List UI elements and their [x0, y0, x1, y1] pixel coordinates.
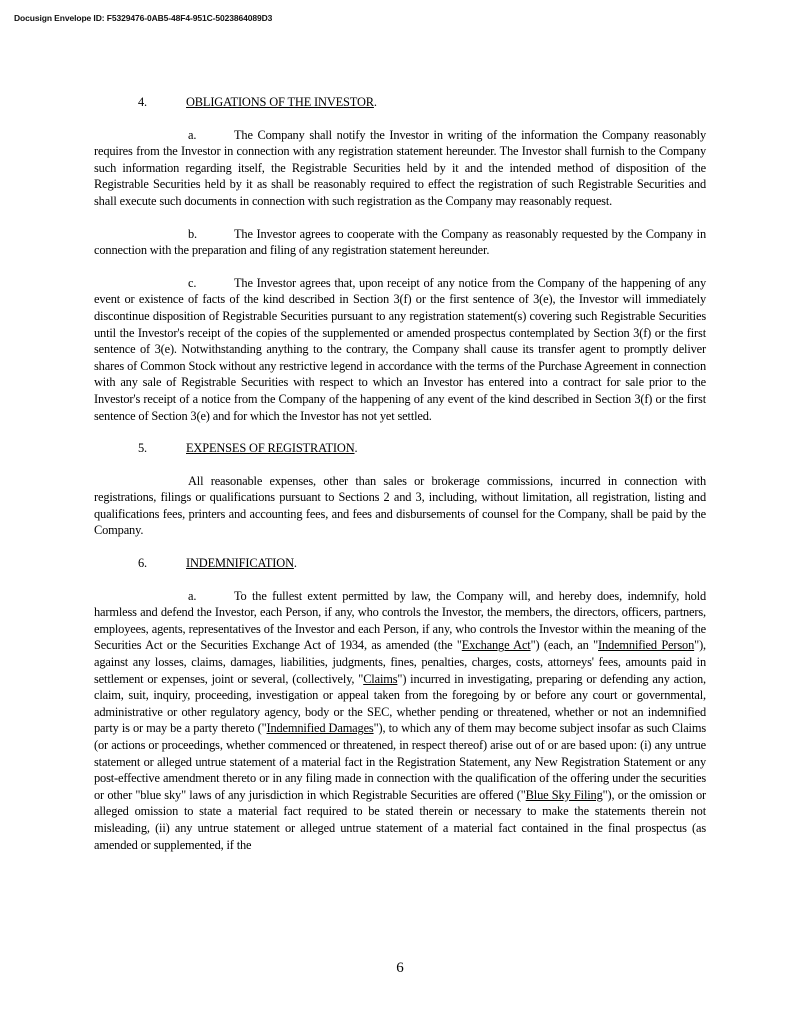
- section-title: OBLIGATIONS OF THE INVESTOR: [186, 95, 374, 109]
- section-4-heading: 4. OBLIGATIONS OF THE INVESTOR.: [94, 94, 706, 111]
- section-6-heading: 6. INDEMNIFICATION.: [94, 555, 706, 572]
- defined-term-indemnified-person: Indemnified Person: [598, 638, 695, 653]
- section-title: EXPENSES OF REGISTRATION: [186, 441, 355, 456]
- paragraph-text: All reasonable expenses, other than sales or brokerage commissions, incurred in connection with registrations, filings or qualifications pursuant to Sections 2 and 3, including, without limitation, all registration, listing and qualifications fees, printers and accounting fees, and fees and disbursements of counsel for the Company, shall be paid by the Company.: [94, 473, 706, 538]
- section-5-heading: 5. EXPENSES OF REGISTRATION.: [94, 440, 706, 457]
- defined-term-claims: Claims: [363, 671, 398, 686]
- paragraph-text: The Company shall notify the Investor in writing of the information the Company reasonably requires from the Investor in connection with any registration statement hereunder. The Investor shall furnish to the Company such information regarding itself, the Registrable Securities held by it and the intended method of disposition of the Registrable Securities held by it as shall be reasonably required to effect the registration of such Registrable Securities and shall execute such documents in connection with such registration as the Company may reasonably request.: [94, 127, 706, 208]
- section-number: 6.: [138, 556, 147, 571]
- paragraph-text: The Investor agrees to cooperate with the Company as reasonably requested by the Company in connection with the preparation and filing of any registration statement hereunder.: [94, 226, 706, 258]
- paragraph-label: a.: [188, 127, 197, 142]
- section-4b-paragraph: [94, 226, 706, 259]
- defined-term-indemnified-damages: Indemnified Damages: [266, 721, 374, 736]
- paragraph-label: c.: [188, 275, 197, 290]
- page-number: 6: [396, 960, 404, 976]
- defined-term-blue-sky-filing: Blue Sky Filing: [525, 787, 603, 802]
- section-4c-paragraph: [94, 275, 706, 424]
- section-4a-paragraph: [94, 127, 706, 210]
- section-5-paragraph: [94, 473, 706, 539]
- docusign-envelope-id: Docusign Envelope ID: F5329476-0AB5-48F4-951C-5023864089D3: [14, 13, 273, 23]
- paragraph-text: The Investor agrees that, upon receipt of any notice from the Company of the happening of any event or existence of facts of the kind described in Section 3(f) or the first sentence of 3(e), the Investor will immediately discontinue disposition of Registrable Securities pursuant to any registration statement(s) covering such Registrable Securities until the Investor's receipt of the copies of the supplemented or amended prospectus contemplated by Section 3(f) or the first sentence of 3(e). Notwithstanding anything to the contrary, the Company shall cause its transfer agent to promptly deliver shares of Common Stock without any restrictive legend in accordance with the terms of the Purchase Agreement in connection with any sale of Registrable Securities with respect to which an Investor has entered into a contract for sale prior to the Investor's receipt of a notice from the Company of the happening of any event of the kind described in Section 3(f) or the first sentence of Section 3(e) and for which the Investor has not yet settled.: [94, 275, 706, 423]
- section-number: 5.: [138, 441, 147, 456]
- section-6a-paragraph: a. To the fullest extent permitted by law, the Company will, and hereby does, indemnify, hold harmless and defend the Investor, each Person, if any, who controls the Investor, the members, the directors, officers, partners, employees, agents, representatives of the Investor and each Person, if any, who controls the Investor within the meaning of the Securities Act or the Securities Exchange Act of 1934, as amended (the "Exchange Act") (each, an "Indemnified Person"), against any losses, claims, damages, liabilities, judgments, fines, penalties, charges, costs, attorneys' fees, amounts paid in settlement or expenses, joint or several, (collectively, "Claims") incurred in investigating, preparing or defending any action, claim, suit, inquiry, proceeding, investigation or appeal taken from the foregoing by or before any court or governmental, administrative or other regulatory agency, body or the SEC, whether pending or threatened, whether or not an indemnified party is or may be a party thereto ("Indemnified Damages"), to which any of them may become subject insofar as such Claims (or actions or proceedings, whether commenced or threatened, in respect thereof) arise out of or are based upon: (i) any untrue statement or alleged untrue statement of a material fact in the Registration Statement, any New Registration Statement or any post-effective amendment thereto or in any filing made in connection with the qualification of the offering under the securities or other "blue sky" laws of any jurisdiction in which Registrable Securities are offered ("Blue Sky Filing"), or the omission or alleged omission to state a material fact required to be stated therein or necessary to make the statements therein not misleading, (ii) any untrue statement or alleged untrue statement of a material fact contained in the final prospectus (as amended or supplemented, if the: [94, 588, 706, 852]
- section-title: INDEMNIFICATION: [186, 556, 294, 571]
- document-body: [94, 94, 706, 869]
- defined-term-exchange-act: Exchange Act: [461, 638, 531, 653]
- paragraph-label: a.: [188, 588, 197, 603]
- paragraph-label: b.: [188, 226, 197, 241]
- section-number: 4.: [138, 95, 147, 109]
